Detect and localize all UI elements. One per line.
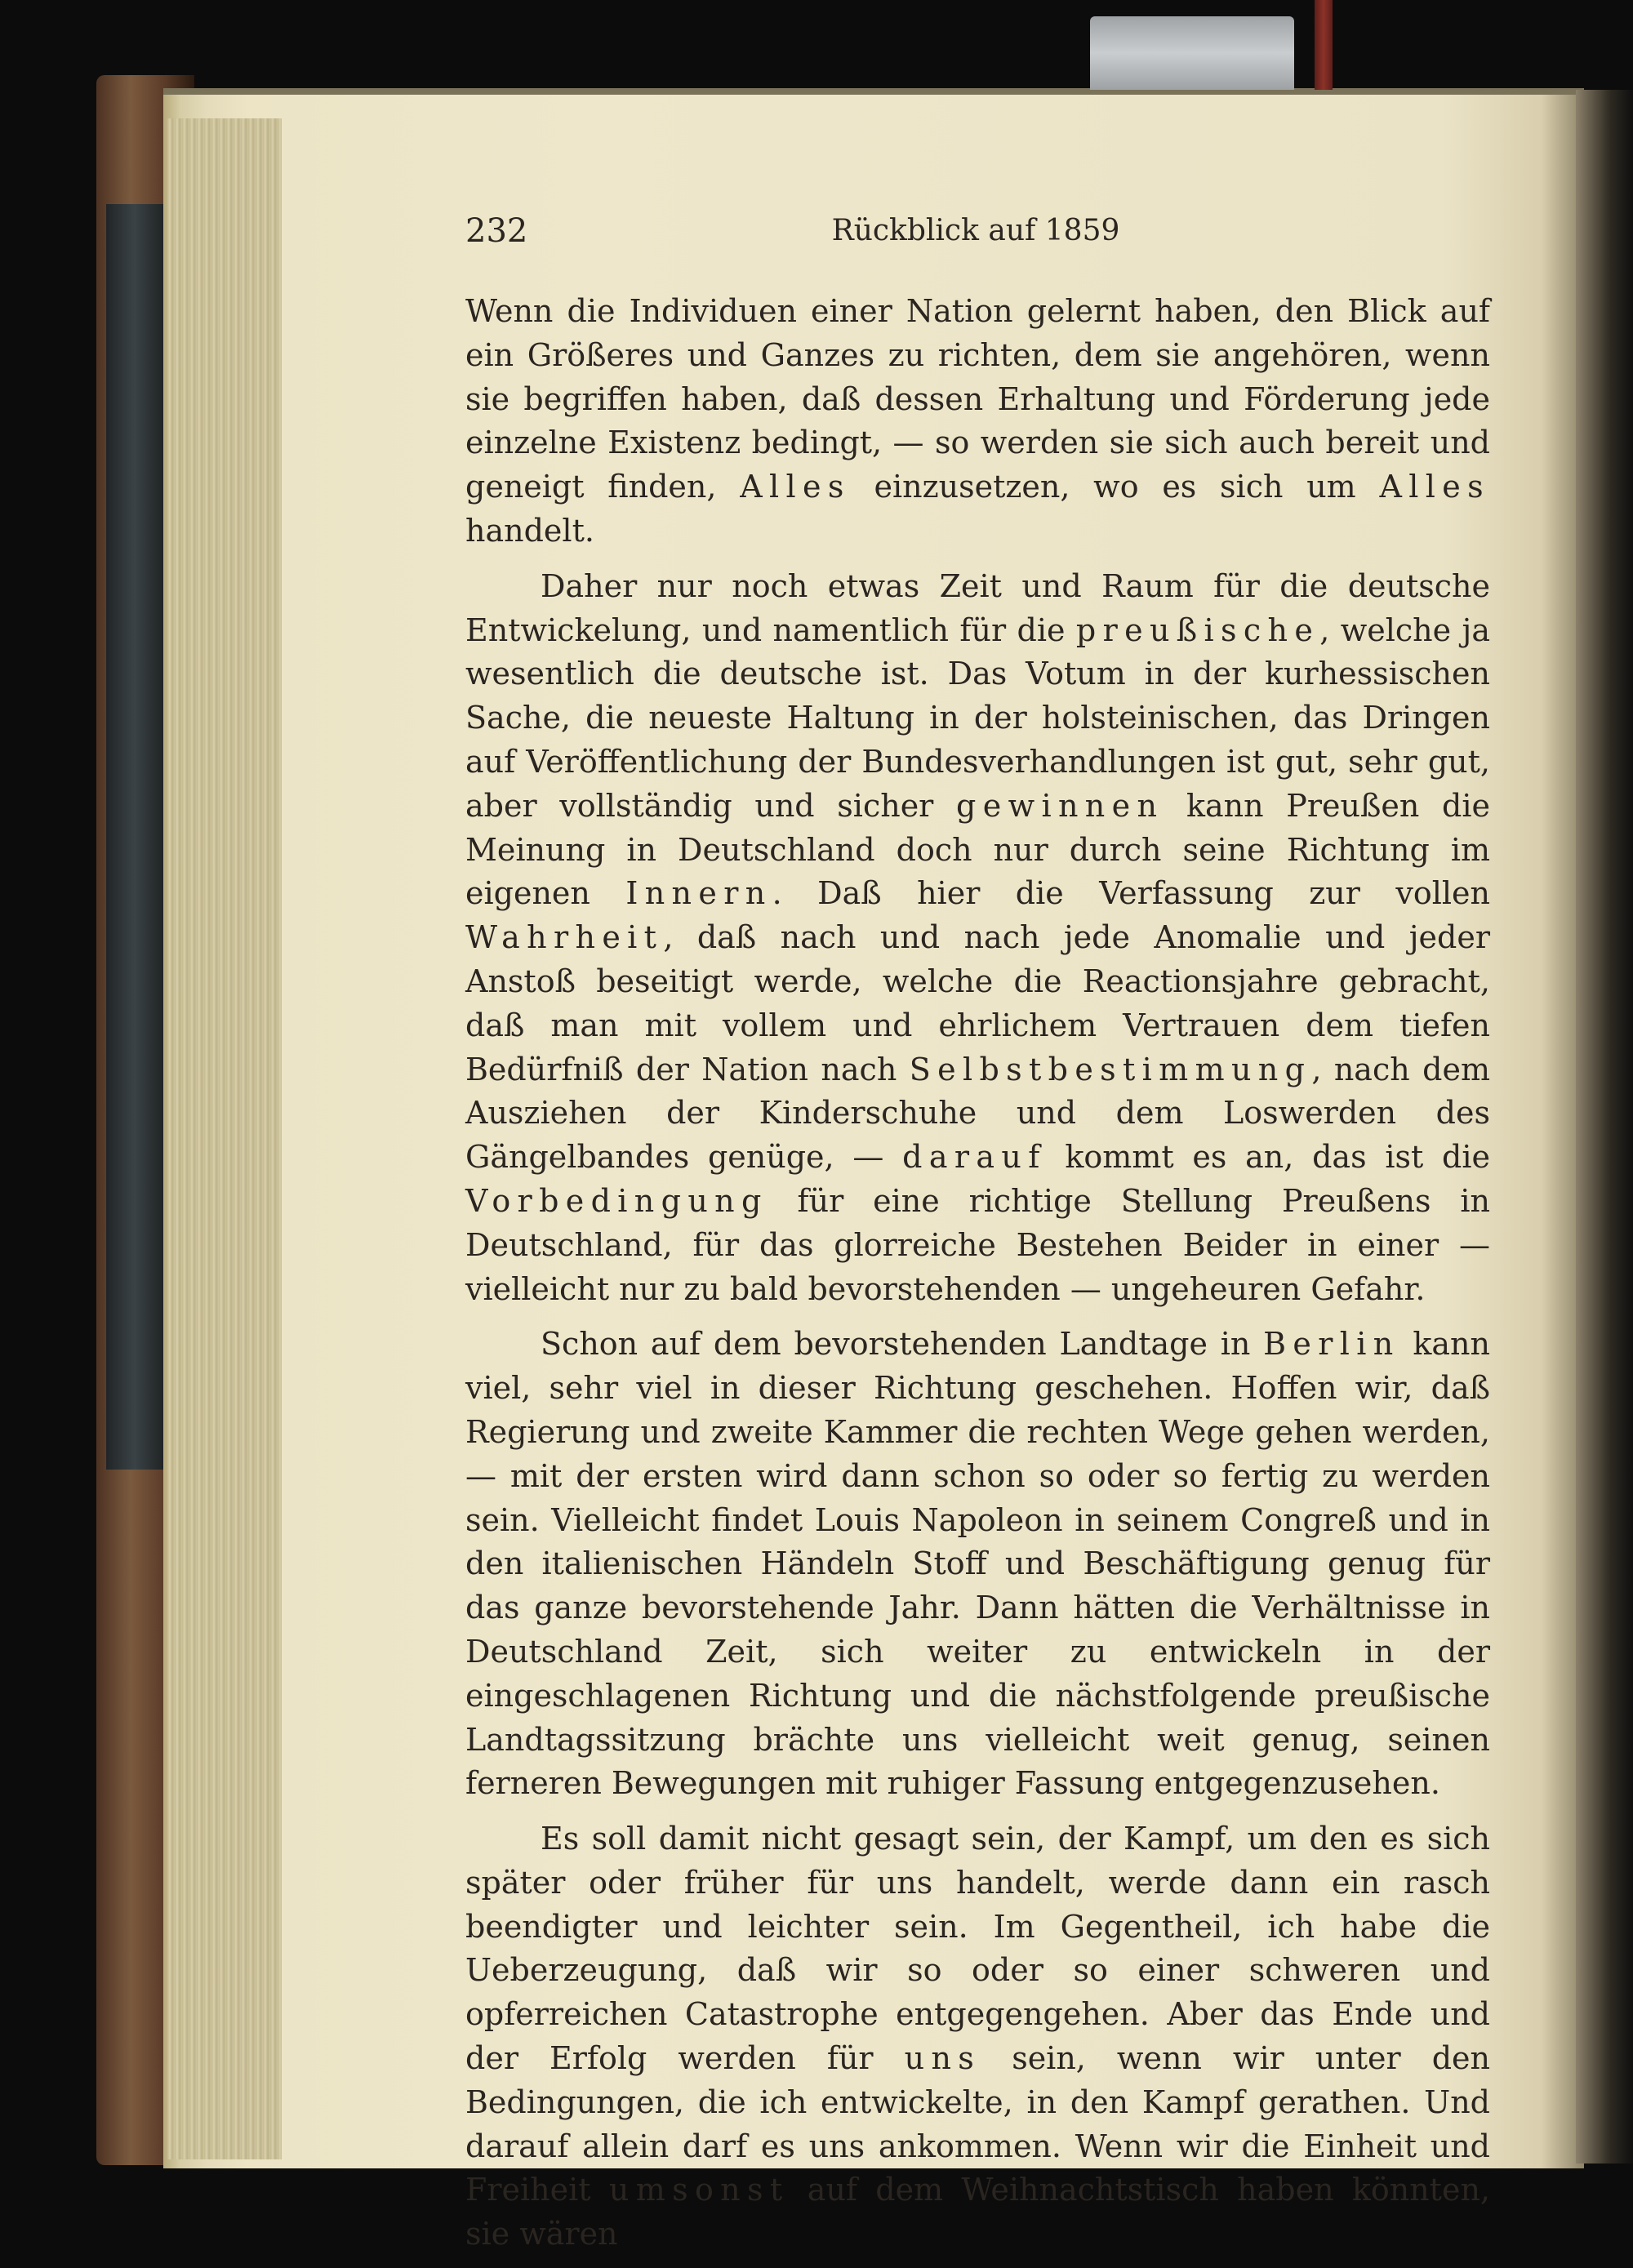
text-run: kann Preußen die Meinung in Deutschland doch nur durch seine Richtung im eigenen (465, 787, 1490, 912)
text-run: Wenn die Individuen einer Nation gelernt haben, den Blick auf ein Größeres und Ganzes zu richten, dem sie angehören, wenn sie begriffen haben, daß dessen Erhaltung und Förderung jede einzelne Existenz bedingt, — so werden sie sich auch bereit und geneigt finden, (465, 293, 1490, 505)
spaced-emphasis: darauf (902, 1139, 1047, 1176)
bookmark-ribbon (1315, 0, 1333, 90)
text-run: , nach dem Ausziehen der Kinderschuhe und dem Loswerden des Gängelbandes genüge, — (465, 1051, 1490, 1176)
spaced-emphasis: uns (904, 2040, 981, 2077)
text-run: handelt. (465, 512, 594, 549)
paragraph (465, 1817, 1490, 2257)
page-edges (167, 118, 282, 2159)
paragraph (465, 290, 1490, 554)
book-cover-cloth (106, 204, 163, 1470)
text-run: , daß nach und nach jede Anomalie und jeder Anstoß beseitigt werde, welche die Reactionsjahre gebracht, daß man mit vollem und ehrlichem Vertrauen dem tiefen Bedürfniß der Nation nach (465, 919, 1490, 1087)
spaced-emphasis: Wahrheit (465, 919, 664, 956)
text-run: , welche ja wesentlich die deutsche ist. Das Votum in der kurhessischen Sache, die neueste Haltung in der holsteinischen, das Dringen auf Veröffentlichung der Bundesverhandlungen ist gut, sehr gut, aber vollständig und sicher (465, 611, 1490, 824)
text-run: Daher nur noch etwas Zeit und Raum für die deutsche Entwickelung, und namentlich für die (465, 567, 1490, 648)
text-run: auf dem Weihnachtstisch haben könnten, sie wären (465, 2172, 1490, 2252)
text-run: Schon auf dem bevorstehenden Landtage in (541, 1326, 1264, 1363)
paragraph (465, 565, 1490, 1312)
spaced-emphasis: preußische (1075, 611, 1320, 648)
text-run: sein, wenn wir unter den Bedingungen, die ich entwickelte, in den Kampf gerathen. Und darauf allein darf es uns ankommen. Wenn wir die Einheit und Freiheit (465, 2040, 1490, 2208)
text-run: . Daß hier die Verfassung zur vollen (772, 875, 1490, 912)
spaced-emphasis: Innern (625, 875, 772, 912)
gutter-shadow (1576, 90, 1633, 2163)
text-run: Es soll damit nicht gesagt sein, der Kampf, um den es sich später oder früher für uns handelt, werde dann ein rasch beendigter und leichter sein. Im Gegentheil, ich habe die Ueberzeugung, daß wir so oder so einer schweren und opferreichen Catastrophe entgegengehen. Aber das Ende und der Erfolg werden für (465, 1821, 1490, 2077)
page-number: 232 (465, 212, 528, 250)
spaced-emphasis: Selbstbestimmung (909, 1051, 1312, 1087)
text-run: einzusetzen, wo es sich um (850, 469, 1380, 505)
spaced-emphasis: Vorbedingung (465, 1182, 768, 1219)
spaced-emphasis: gewinnen (956, 787, 1164, 824)
text-run: für eine richtige Stellung Preußens in Deutschland, für das glorreiche Bestehen Beider in einer — vielleicht nur zu bald bevorstehenden — ungeheuren Gefahr. (465, 1182, 1490, 1307)
spaced-emphasis: Alles (740, 469, 851, 505)
text-run: kann viel, sehr viel in dieser Richtung geschehen. Hoffen wir, daß Regierung und zweite Kammer die rechten Wege gehen werden, — mit der ersten wird dann schon so oder so fertig zu werden sein. Vielleicht findet Louis Napoleon in seinem Congreß und in den italienischen Händeln Stoff und Beschäftigung genug für das ganze bevorstehende Jahr. Dann hätten die Verhältnisse in Deutschland Zeit, sich weiter zu entwickeln in der eingeschlagenen Richtung und die nächstfolgende preußische Landtagssitzung brächte uns vielleicht weit genug, seinen ferneren Bewegungen mit ruhiger Fassung entgegenzusehen. (465, 1326, 1490, 1802)
spaced-emphasis: Berlin (1263, 1326, 1400, 1363)
spaced-emphasis: umsonst (608, 2172, 790, 2208)
text-run: kommt es an, das ist die (1046, 1139, 1490, 1176)
body-text (465, 290, 1490, 2268)
running-title: Rückblick auf 1859 (831, 214, 1120, 247)
bookmark-tab (1090, 16, 1294, 90)
spaced-emphasis: Alles (1379, 469, 1490, 505)
paragraph (465, 1323, 1490, 1806)
page-header (465, 212, 1486, 253)
